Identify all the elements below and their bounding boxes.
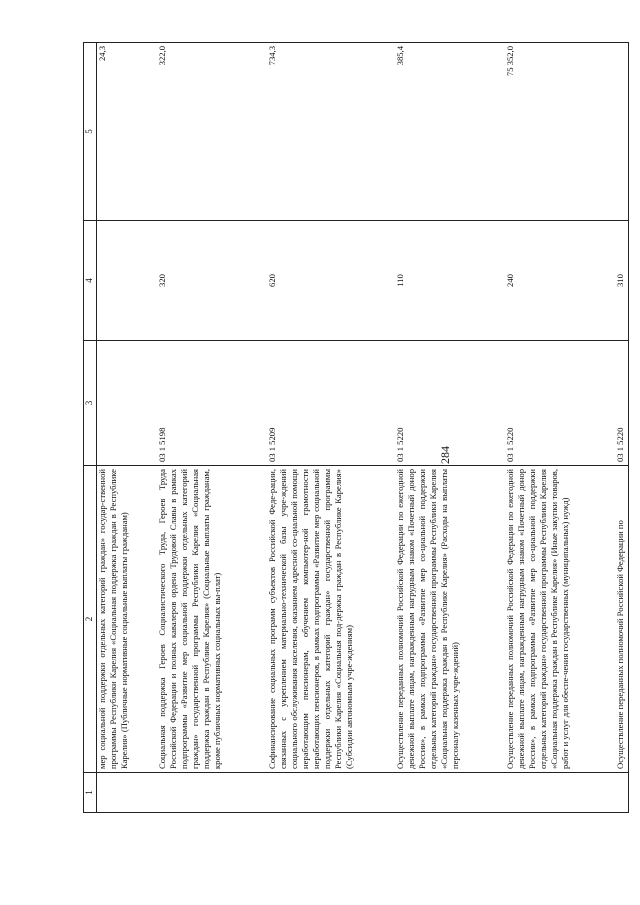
row-amount xyxy=(615,43,629,221)
row-index-cell xyxy=(395,773,505,813)
table-row xyxy=(267,43,395,813)
row-description: мер социальной поддержки отдельных категорий граждан» государ-ственной программы Республики Карелия «Социальная поддержка граждан в Республике Карелия» (Публичные нормативные социальные выплаты гражданам) xyxy=(97,466,157,773)
row-amount: 24,3 xyxy=(97,43,157,221)
row-description: Софинансирование социальных программ субъектов Российской Феде-рации, связанных с укреплением материально-технической базы учре-ждений социального обслуживания населения, оказанием адресной со-циальной помощи неработающим пенсионерам, обучением компьютер-ной грамотности неработающих пенсионеров, в рамках подпрограммы «Развитие мер социальной поддержки отдельных категорий граждан» государственной программы Республики Карелия «Социальная под-держка граждан в Республике Карелия» (Субсидии автономным учре-ждениям) xyxy=(267,466,395,773)
row-index-cell xyxy=(157,773,267,813)
table-row xyxy=(157,43,267,813)
row-target-code: 03 1 5220 xyxy=(505,341,615,466)
row-target-code: 03 1 5220 xyxy=(395,341,505,466)
row-amount: 322,0 xyxy=(157,43,267,221)
row-expense-type: 110 xyxy=(395,221,505,341)
column-header-4: 4 xyxy=(84,221,97,341)
page-number: 284 xyxy=(438,446,452,464)
column-header-3: 3 xyxy=(84,341,97,466)
row-expense-type: 320 xyxy=(157,221,267,341)
row-index-cell xyxy=(97,773,157,813)
row-amount: 75 352,0 xyxy=(505,43,615,221)
row-index-cell xyxy=(267,773,395,813)
row-target-code: 03 1 5220 xyxy=(615,341,629,466)
column-header-5: 5 xyxy=(84,43,97,221)
column-header-2: 2 xyxy=(84,466,97,773)
row-description: Осуществление переданных полномочий Российской Федерации по xyxy=(615,466,629,773)
row-description: Осуществление переданных полномочий Российской Федерации по ежегодной денежной выплате лицам, награжденным нагрудным знаком «Почетный донор России», в рамках подпрограммы «Развитие мер со-циальной поддержки отдельных категорий граждан» государственной программы Республики Карелия «Социальная поддержка граждан в Республике Карелия» (Иные закупки товаров, работ и услуг для обеспе-чения государственных (муниципальных) нужд) xyxy=(505,466,615,773)
row-expense-type: 240 xyxy=(505,221,615,341)
row-expense-type: 620 xyxy=(267,221,395,341)
row-index-cell xyxy=(615,773,629,813)
column-header-1: 1 xyxy=(84,773,97,813)
row-target-code xyxy=(97,341,157,466)
row-amount: 734,3 xyxy=(267,43,395,221)
table-row xyxy=(505,43,615,813)
table-header-row xyxy=(84,43,97,813)
row-target-code: 03 1 5209 xyxy=(267,341,395,466)
row-expense-type xyxy=(97,221,157,341)
row-description: Социальная поддержка Героев Социалистического Труда, Героев Труда Российской Федерации и полных кавалеров ордена Трудовой Славы в рамках подпрограммы «Развитие мер социальной поддержки отдельных категорий граждан» государственной программы Республики Карелия «Социальная поддержка граждан в Республике Карелия» (Социальные выплаты гражданам, кроме публичных нормативных социальных вы-плат) xyxy=(157,466,267,773)
row-expense-type: 310 xyxy=(615,221,629,341)
row-index-cell xyxy=(505,773,615,813)
table-row xyxy=(97,43,157,813)
budget-table xyxy=(83,42,629,813)
table-row xyxy=(615,43,629,813)
row-description: Осуществление переданных полномочий Российской Федерации по ежегодной денежной выплате лицам, награжденным нагрудным знаком «Почетный донор России», в рамках подпрограммы «Развитие мер со-циальной поддержки отдельных категорий граждан» государственной программы Республики Карелия «Социальная поддержка граждан в Республике Карелия» (Расходы на выплаты персоналу казенных учре-ждений) xyxy=(395,466,505,773)
table-row xyxy=(395,43,505,813)
row-amount: 385,4 xyxy=(395,43,505,221)
row-target-code: 03 1 5198 xyxy=(157,341,267,466)
